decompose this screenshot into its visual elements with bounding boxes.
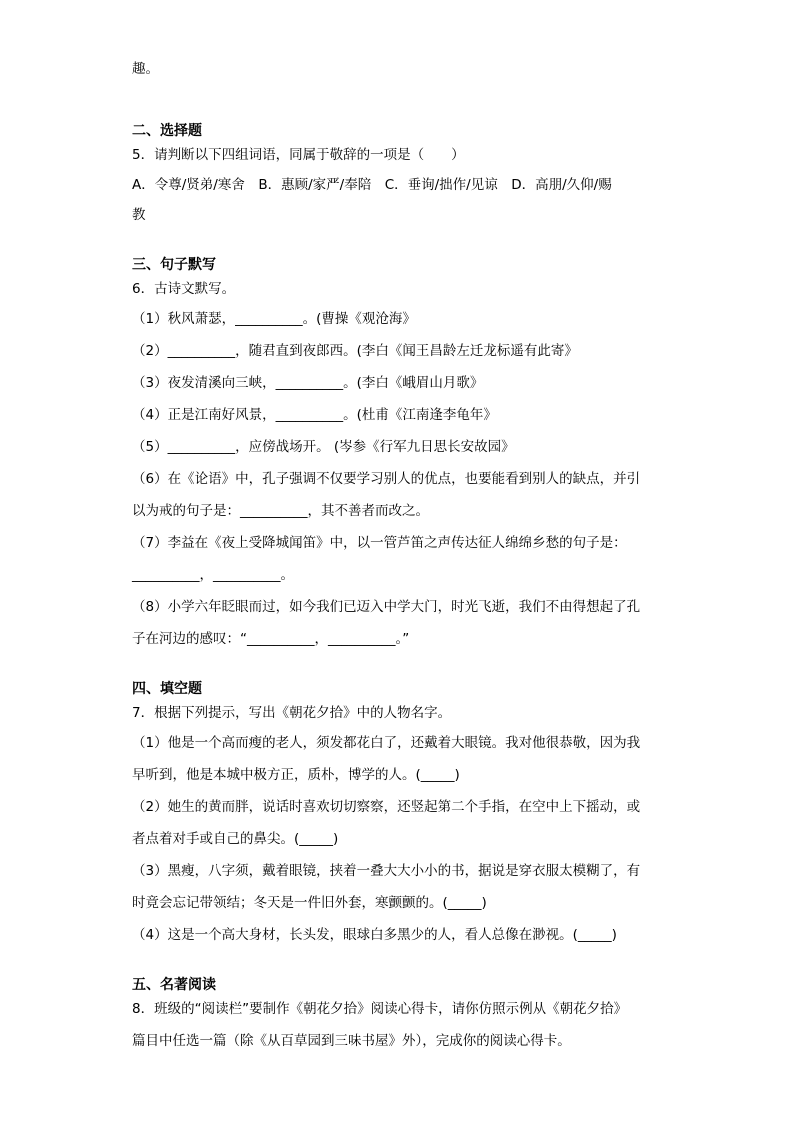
question-6-item: 子在河边的感叹：“__________，__________。” (132, 631, 410, 647)
section-heading-choice: 二、选择题 (132, 123, 202, 139)
question-7-item: 者点着对手或自己的鼻尖。(_____) (132, 831, 339, 847)
question-5-options: A．令尊/贤弟/寒舍 B．惠顾/家严/奉陪 C．垂询/拙作/见谅 D．高朋/久仰/赐 (132, 177, 612, 193)
question-6-stem: 6．古诗文默写。 (132, 281, 236, 297)
question-7-item: （2）她生的黄而胖，说话时喜欢切切察察，还竖起第二个手指，在空中上下摇动，或 (132, 799, 641, 815)
question-6-item: （5）__________，应傍战场开。 (岑参《行军九日思长安故园》 (132, 439, 515, 455)
question-6-item: （2）__________，随君直到夜郎西。(李白《闻王昌龄左迁龙标遥有此寄》 (132, 343, 578, 359)
question-6-item: （1）秋风萧瑟，__________。(曹操《观沧海》 (132, 311, 416, 327)
question-8-text: 篇目中任选一篇（除《从百草园到三味书屋》外），完成你的阅读心得卡。 (132, 1033, 571, 1049)
question-6-item: （4）正是江南好风景，__________。(杜甫《江南逢李龟年》 (132, 407, 497, 423)
exam-page (132, 60, 672, 1050)
question-6-item: （6）在《论语》中，孔子强调不仅要学习别人的优点，也要能看到别人的缺点，并引 (132, 471, 641, 487)
section-choice (132, 122, 672, 224)
section-heading-recitation: 三、句子默写 (132, 257, 216, 273)
question-7-item: （4）这是一个高大身材，长头发，眼球白多黑少的人，看人总像在渺视。(_____) (132, 927, 617, 943)
section-recitation (132, 256, 672, 648)
question-7-item: 时竟会忘记带领结；冬天是一件旧外套，寒颤颤的。(_____) (132, 895, 487, 911)
question-5-stem: 5．请判断以下四组词语，同属于敬辞的一项是（ ） (132, 147, 465, 163)
question-6-item: （8）小学六年眨眼而过，如今我们已迈入中学大门，时光飞逝，我们不由得想起了孔 (132, 599, 641, 615)
question-8-text: 8．班级的“阅读栏”要制作《朝花夕拾》阅读心得卡，请你仿照示例从《朝花夕拾》 (132, 1001, 628, 1017)
question-7-item: 早听到，他是本城中极方正，质朴，博学的人。(_____) (132, 767, 460, 783)
section-heading-fill-blank: 四、填空题 (132, 681, 202, 697)
section-heading-classics: 五、名著阅读 (132, 977, 216, 993)
question-6-item: （3）夜发清溪向三峡，__________。(李白《峨眉山月歌》 (132, 375, 484, 391)
question-5-options-cont: 教 (132, 207, 146, 223)
question-6-item: __________，__________。 (132, 567, 294, 583)
question-7-stem: 7．根据下列提示，写出《朝花夕拾》中的人物名字。 (132, 705, 452, 721)
section-fill-blank (132, 680, 672, 944)
question-6-item: 以为戒的句子是：__________，其不善者而改之。 (132, 503, 429, 519)
question-6-item: （7）李益在《夜上受降城闻笛》中，以一管芦笛之声传达征人绵绵乡愁的句子是： (132, 535, 627, 551)
question-7-item: （1）他是一个高而瘦的老人，须发都花白了，还戴着大眼镜。我对他很恭敬，因为我 (132, 735, 641, 751)
intro-tail: 趣。 (132, 61, 159, 77)
question-7-item: （3）黑瘦，八字须，戴着眼镜，挟着一叠大大小小的书，据说是穿衣服太模糊了，有 (132, 863, 641, 879)
section-classics-reading (132, 976, 672, 1050)
